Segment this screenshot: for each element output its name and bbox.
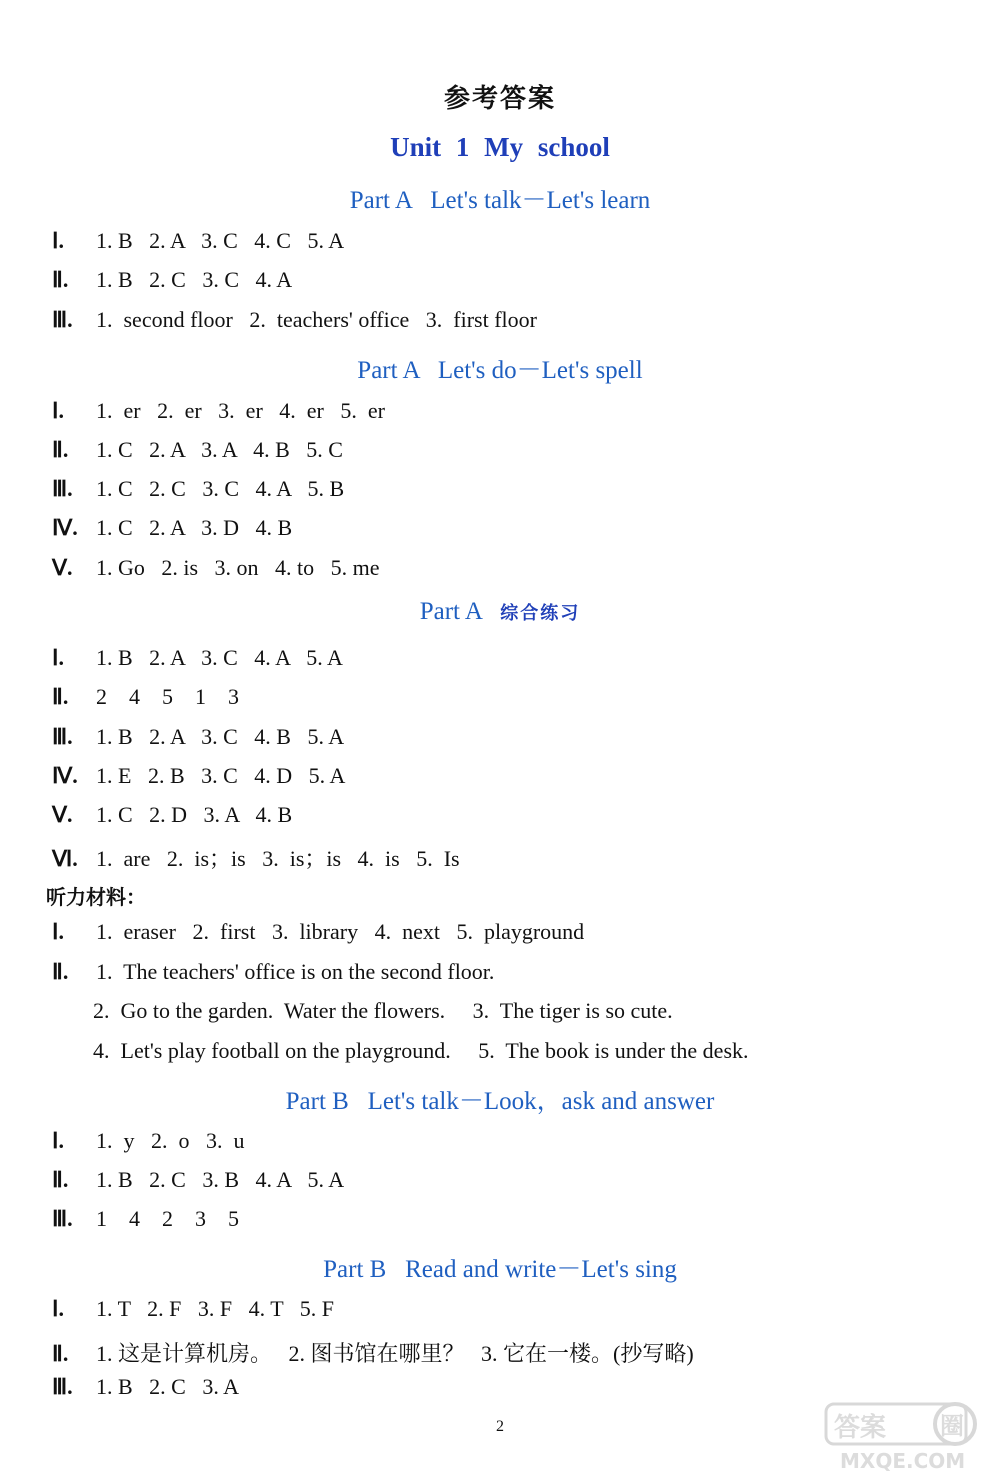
answer-row xyxy=(52,1296,334,1322)
svg-text:圈: 圈 xyxy=(940,1412,964,1440)
answer-text: 1. B 2. C 3. C 4. A xyxy=(96,267,293,292)
answer-row xyxy=(52,684,239,710)
question-number: Ⅱ. xyxy=(52,1341,69,1366)
answer-row xyxy=(52,515,292,541)
question-number: Ⅰ. xyxy=(52,1296,64,1321)
answer-text: 1. C 2. C 3. C 4. A 5. B xyxy=(96,476,345,501)
answer-text: 1. B 2. A 3. C 4. A 5. A xyxy=(96,645,343,670)
answer-row xyxy=(52,842,460,873)
svg-text:答案: 答案 xyxy=(834,1413,887,1443)
listening-row xyxy=(52,919,584,945)
question-number: Ⅳ. xyxy=(52,515,78,540)
watermark-logo xyxy=(820,1400,990,1475)
listening-row xyxy=(52,959,494,985)
answer-text: 1. C 2. A 3. D 4. B xyxy=(96,515,293,540)
svg-text:MXQE.COM: MXQE.COM xyxy=(840,1449,966,1473)
question-number: Ⅵ. xyxy=(52,846,78,871)
answer-row xyxy=(52,1337,694,1368)
listening-text: 1. eraser 2. first 3. library 4. next 5. playground xyxy=(96,919,585,944)
question-number: Ⅲ. xyxy=(52,1374,73,1399)
listening-row xyxy=(93,1038,749,1064)
question-number: Ⅱ. xyxy=(52,267,69,292)
part-label: Part A xyxy=(419,598,501,625)
answer-text: 1. B 2. A 3. C 4. B 5. A xyxy=(96,724,345,749)
answer-text: 1. are 2. is；is 3. is；is 4. is 5. Is xyxy=(96,846,460,871)
question-number: Ⅴ. xyxy=(52,555,73,580)
question-number: Ⅳ. xyxy=(52,763,78,788)
answer-text: 1. T 2. F 3. F 4. T 5. F xyxy=(96,1296,334,1321)
unit-heading: Unit 1 My school xyxy=(390,132,610,162)
listening-heading: 听力材料： xyxy=(46,885,146,909)
answer-row xyxy=(52,267,292,293)
part-b-talk-heading: Part B Let's talk－Look，ask and answer xyxy=(285,1088,715,1115)
answer-row xyxy=(52,555,380,581)
answer-text: 1. B 2. C 3. B 4. A 5. A xyxy=(96,1167,345,1192)
question-number: Ⅰ. xyxy=(52,1128,64,1153)
answer-row xyxy=(52,1206,239,1232)
page-title: 参考答案 xyxy=(443,84,556,114)
page-number: 2 xyxy=(496,1418,504,1435)
question-number: Ⅲ. xyxy=(52,1206,73,1231)
question-number: Ⅲ. xyxy=(52,476,73,501)
answer-row xyxy=(52,645,343,671)
question-number: Ⅰ. xyxy=(52,645,64,670)
part-a-practice-heading xyxy=(0,598,1000,626)
part-b-read-heading: Part B Read and write－Let's sing xyxy=(323,1256,677,1283)
question-number: Ⅰ. xyxy=(52,919,64,944)
listening-text: 1. The teachers' office is on the second floor. xyxy=(96,959,495,984)
answer-row xyxy=(52,1374,239,1400)
listening-text: 4. Let's play football on the playground. 5. The book is under the desk. xyxy=(93,1038,749,1063)
answer-row xyxy=(52,437,343,463)
answer-text: 2 4 5 1 3 xyxy=(96,684,239,709)
answer-text: 1. E 2. B 3. C 4. D 5. A xyxy=(96,763,346,788)
answer-text: 1. Go 2. is 3. on 4. to 5. me xyxy=(96,555,380,580)
question-number: Ⅴ. xyxy=(52,802,73,827)
part-a-do-heading: Part A Let's do－Let's spell xyxy=(357,357,643,384)
answer-row xyxy=(52,1128,245,1154)
answer-text: 1. er 2. er 3. er 4. er 5. er xyxy=(96,398,385,423)
answer-text: 1. C 2. D 3. A 4. B xyxy=(96,802,293,827)
answer-text: 1. B 2. C 3. A xyxy=(96,1374,240,1399)
answer-text: 1. 这是计算机房。 2. 图书馆在哪里？ 3. 它在一楼。(抄写略) xyxy=(96,1341,694,1366)
question-number: Ⅱ. xyxy=(52,437,69,462)
question-number: Ⅱ. xyxy=(52,959,69,984)
part-a-talk-heading: Part A Let's talk－Let's learn xyxy=(349,187,651,214)
answer-row xyxy=(52,307,537,333)
question-number: Ⅰ. xyxy=(52,398,64,423)
question-number: Ⅱ. xyxy=(52,684,69,709)
answer-row xyxy=(52,398,385,424)
question-number: Ⅱ. xyxy=(52,1167,69,1192)
answer-row xyxy=(52,724,344,750)
answer-text: 1 4 2 3 5 xyxy=(96,1206,239,1231)
question-number: Ⅰ. xyxy=(52,228,64,253)
answer-row xyxy=(52,1167,344,1193)
question-number: Ⅲ. xyxy=(52,724,73,749)
answer-text: 1. second floor 2. teachers' office 3. first floor xyxy=(96,307,537,332)
answer-text: 1. y 2. o 3. u xyxy=(96,1128,245,1153)
answer-row xyxy=(52,763,345,789)
answer-row xyxy=(52,228,344,254)
practice-label: 综合练习 xyxy=(500,603,581,624)
listening-text: 2. Go to the garden. Water the flowers. 3. The tiger is so cute. xyxy=(93,998,673,1023)
answer-text: 1. B 2. A 3. C 4. C 5. A xyxy=(96,228,345,253)
answer-text: 1. C 2. A 3. A 4. B 5. C xyxy=(96,437,343,462)
answer-row xyxy=(52,802,292,828)
question-number: Ⅲ. xyxy=(52,307,73,332)
answer-row xyxy=(52,476,344,502)
listening-row xyxy=(93,998,673,1024)
